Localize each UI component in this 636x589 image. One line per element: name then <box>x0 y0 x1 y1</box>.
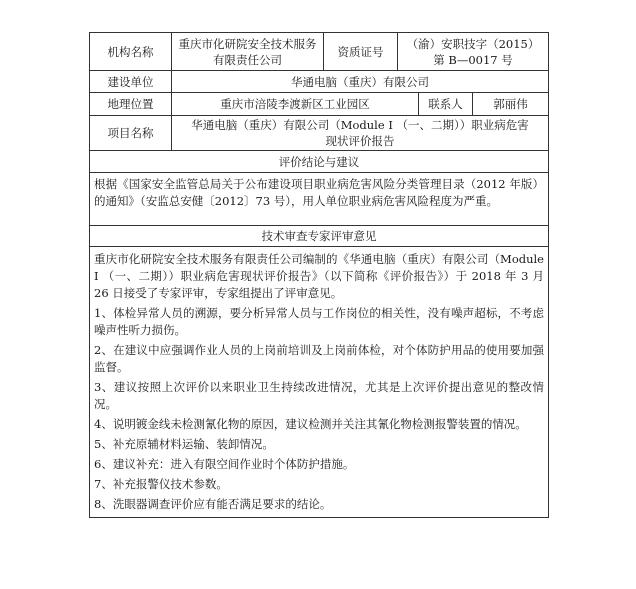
review-item: 7、补充报警仪技术参数。 <box>94 477 228 491</box>
contact-label: 联系人 <box>419 93 473 116</box>
project-label: 项目名称 <box>90 116 172 151</box>
project-value: 华通电脑（重庆）有限公司（Module I （一、二期））职业病危害现状评价报告 <box>172 116 549 151</box>
form-table <box>89 32 549 518</box>
review-item: 5、补充原辅材料运输、装卸情况。 <box>94 437 274 451</box>
review-item: 4、说明镀金线未检测氰化物的原因，建议检测并关注其氰化物检测报警装置的情况。 <box>94 417 527 431</box>
review-item: 1、体检异常人员的溯源，要分析异常人员与工作岗位的相关性，没有噪声超标，不考虑噪声性听力损伤。 <box>94 306 544 337</box>
conclusion-text <box>90 173 549 226</box>
review-form <box>89 32 548 518</box>
cert-value: （渝）安职技字（2015）第 B—0017 号 <box>398 33 549 71</box>
review-intro: 重庆市化研院安全技术服务有限责任公司编制的《华通电脑（重庆）有限公司（Module I （一、二期））职业病危害现状评价报告》（以下简称《评价报告》）于 2018 年 3 月 26 日接受了专家评审，专家组提出了评审意见。 <box>94 252 544 300</box>
unit-label: 建设单位 <box>90 71 172 93</box>
location-label: 地理位置 <box>90 93 172 116</box>
review-item: 3、建议按照上次评价以来职业卫生持续改进情况，尤其是上次评价提出意见的整改情况。 <box>94 380 544 411</box>
review-body <box>90 247 549 518</box>
review-item: 2、在建议中应强调作业人员的上岗前培训及上岗前体检，对个体防护用品的使用要加强监督。 <box>94 343 544 374</box>
unit-value: 华通电脑（重庆）有限公司 <box>172 71 549 93</box>
org-label: 机构名称 <box>90 33 172 71</box>
review-heading: 技术审查专家评审意见 <box>90 226 549 247</box>
location-value: 重庆市涪陵李渡新区工业园区 <box>172 93 419 116</box>
review-item: 8、洗眼器调查评价应有能否满足要求的结论。 <box>94 497 332 511</box>
org-value: 重庆市化研院安全技术服务有限责任公司 <box>172 33 324 71</box>
conclusion-heading: 评价结论与建议 <box>90 151 549 173</box>
cert-label: 资质证号 <box>324 33 398 71</box>
contact-value: 郭丽伟 <box>473 93 549 116</box>
conclusion-paragraph: 根据《国家安全监管总局关于公布建设项目职业病危害风险分类管理目录（2012 年版）的通知》（安监总安健〔2012〕73 号），用人单位职业病危害风险程度为严重。 <box>94 177 544 208</box>
review-item: 6、建议补充：进入有限空间作业时个体防护措施。 <box>94 457 355 471</box>
